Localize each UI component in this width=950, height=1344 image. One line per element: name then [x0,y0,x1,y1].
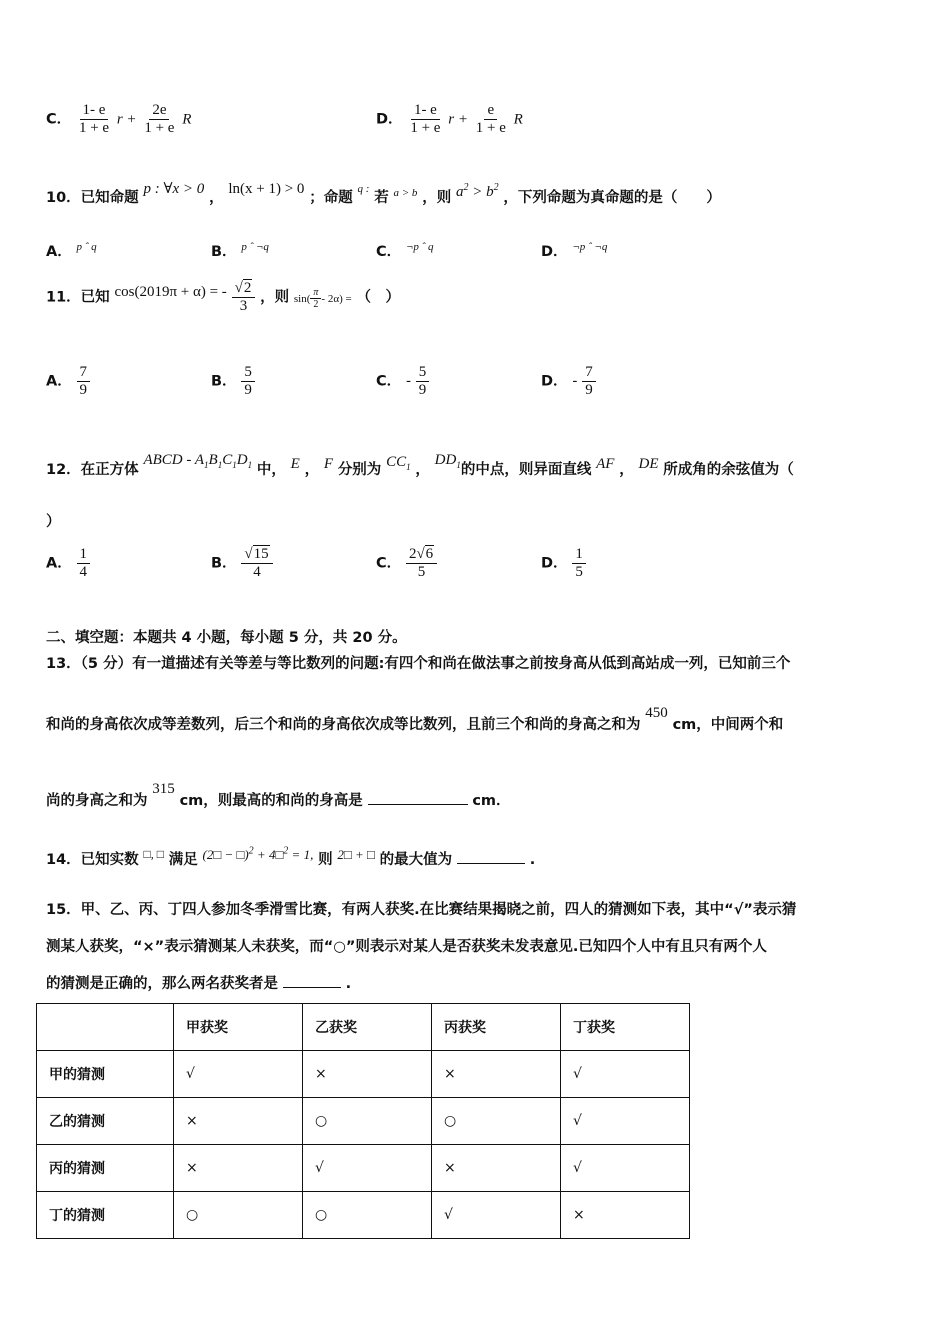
table-cell: × [432,1145,561,1192]
table-cell: 甲的猜测 [37,1051,174,1098]
table-cell: 乙的猜测 [37,1098,174,1145]
q10-stem: 10．已知命题 p : ∀x > 0 ， ln(x + 1) > 0 ；命题 $^{q :}$ 若 $^{a > b}$ ，则 $a^2 > b^2$ ，下列命题为真命题的是（ ） [46,181,721,206]
q11-option-a: A． $\frac{7}{9}$ [46,364,90,399]
fraction: $\frac{5}{9}$ [416,364,430,399]
table-cell: × [303,1051,432,1098]
table-header-cell [37,1004,174,1051]
q15-line1: 15．甲、乙、丙、丁四人参加冬季滑雪比赛，有两人获奖.在比赛结果揭晓之前，四人的猜测如下表，其中“√”表示猜 [46,902,797,918]
table-cell: × [174,1145,303,1192]
q10-option-d: D． $^{\neg p ˆ \neg q}$ [541,241,608,260]
q15-line3: 的猜测是正确的，那么两名获奖者是 . [46,972,351,993]
table-row [37,1051,690,1098]
q12-option-a: A． $\frac{1}{4}$ [46,546,90,581]
q12-option-d: D． $\frac{1}{5}$ [541,546,586,581]
section-title: 二、填空题：本题共 4 小题，每小题 5 分，共 20 分。 [46,630,407,646]
table-row [37,1192,690,1239]
table-cell: 丁的猜测 [37,1192,174,1239]
table-cell: ○ [174,1192,303,1239]
table-header-cell: 丙获奖 [432,1004,561,1051]
q12-stem: 12．在正方体 ABCD - $A_1B_1C_1D_1$ 中， E ， F 分别为 $CC_1$ ， $DD_1$的中点，则异面直线 AF ， DE 所成角的余弦值为（ [46,452,794,478]
q12-option-c: C． $\frac{2√6}{5}$ [376,546,437,581]
fraction: $\frac{e}{1 + e}$ [475,102,506,136]
table-cell: 丙的猜测 [37,1145,174,1192]
table-header-cell: 甲获奖 [174,1004,303,1051]
fraction: $\frac{1}{4}$ [77,546,91,581]
table-row [37,1098,690,1145]
q12-option-b: B． $\frac{√15}{4}$ [211,546,273,581]
q10-option-c: C． $^{\neg p ˆ q}$ [376,241,434,260]
table-header-cell: 丁获奖 [561,1004,690,1051]
table-header-cell: 乙获奖 [303,1004,432,1051]
table-cell: √ [561,1098,690,1145]
fraction: $\frac{1- e}{1 + e}$ [78,102,110,136]
table-row [37,1145,690,1192]
table-cell: ○ [432,1098,561,1145]
q15-line2: 测某人获奖，“×”表示猜测某人未获奖，而“○”则表示对某人是否获奖未发表意见.已知四个人中有且只有两个人 [46,939,767,955]
fraction: $\frac{1- e}{1 + e}$ [410,102,441,136]
table-cell: √ [432,1192,561,1239]
table-cell: ○ [303,1098,432,1145]
q12-close-paren: ） [46,514,61,530]
table-cell: × [561,1192,690,1239]
table-header-row [37,1004,690,1051]
q11-option-d: D． - $\frac{7}{9}$ [541,364,596,399]
q9-option-d: D． $\frac{1- e}{1 + e}$ r + $\frac{e}{1 + e}$ R [376,102,523,136]
fraction: $\frac{√15}{4}$ [241,546,272,581]
fraction: $\frac{2√6}{5}$ [406,546,437,581]
answer-blank[interactable] [283,973,341,988]
fraction: $\frac{7}{9}$ [582,364,596,399]
fraction: $\frac{2e}{1 + e}$ [144,102,175,136]
fraction: $\frac{1}{5}$ [572,546,586,581]
answer-blank[interactable] [457,849,525,864]
fraction: $\frac{5}{9}$ [241,364,255,399]
q11-option-b: B． $\frac{5}{9}$ [211,364,255,399]
q10-option-b: B． $^{p ˆ \neg q}$ [211,241,269,260]
table-cell: × [174,1098,303,1145]
table-cell: √ [561,1051,690,1098]
q11-stem: 11．已知 cos(2019π + α) = - $\frac{√2}{3}$ ，则 sin( $\frac{\pi}{2}$ - 2α) = （ ） [46,280,400,314]
q14-stem: 14．已知实数 □, □ 满足 (2□ − □)$^2$ + 4□$^2$ = 1, 则 2□ + □ 的最大值为 . [46,845,536,868]
table-cell: × [432,1051,561,1098]
fraction: $\frac{√2}{3}$ [232,280,256,315]
q13-line1: 13．（5 分）有一道描述有关等差与等比数列的问题:有四个和尚在做法事之前按身高从低到高站成一列，已知前三个 [46,656,791,672]
table-cell: √ [303,1145,432,1192]
answer-blank[interactable] [368,790,468,805]
table-cell: √ [174,1051,303,1098]
q9-option-c: C． $\frac{1- e}{1 + e}$ r + $\frac{2e}{1 + e}$ R [46,102,192,136]
table-cell: √ [561,1145,690,1192]
q11-option-c: C． - $\frac{5}{9}$ [376,364,429,399]
q13-line2: 和尚的身高依次成等差数列，后三个和尚的身高依次成等比数列，且前三个和尚的身高之和为 450 cm，中间两个和 [46,705,784,733]
fraction: $\frac{7}{9}$ [77,364,91,399]
guess-table [36,1003,690,1239]
table-cell: ○ [303,1192,432,1239]
q13-line3: 尚的身高之和为 315 cm，则最高的和尚的身高是 cm． [46,781,511,809]
q10-option-a: A． $^{p ˆ q}$ [46,241,97,260]
